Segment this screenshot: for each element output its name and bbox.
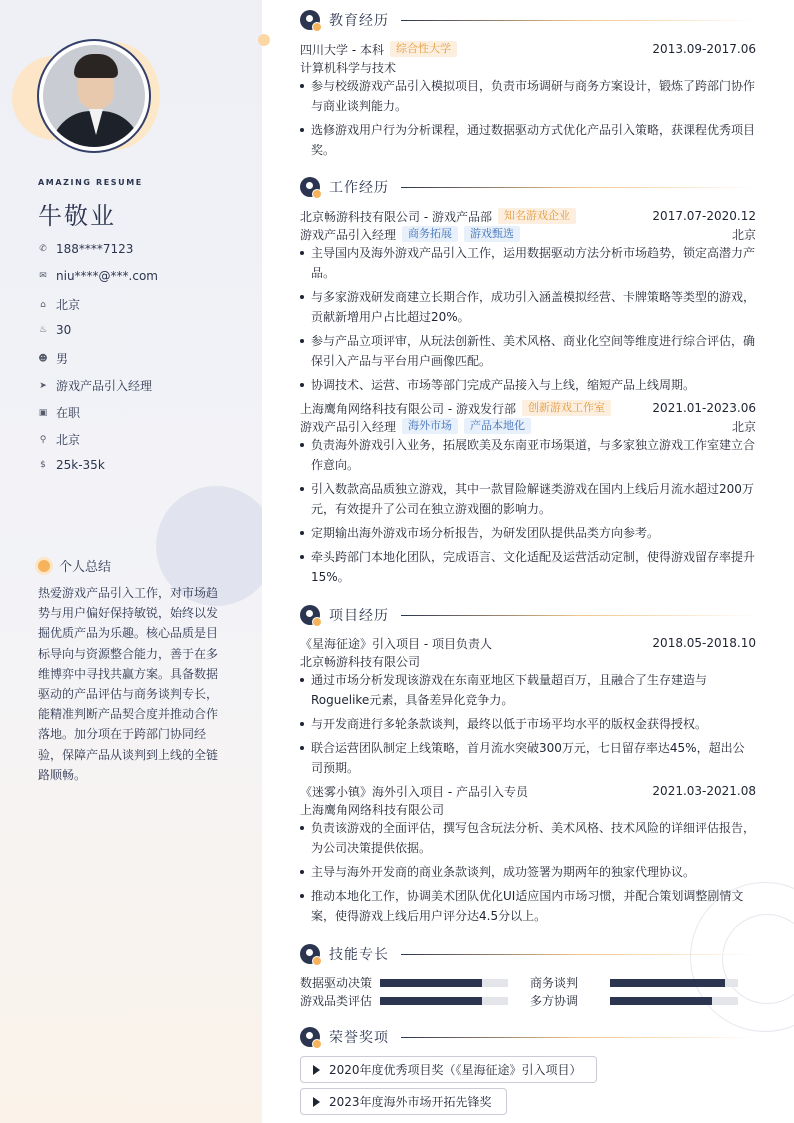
skill-bar bbox=[610, 997, 738, 1005]
skill-name: 数据驱动决策 bbox=[300, 976, 373, 990]
info-value: 在职 bbox=[56, 406, 81, 420]
avatar-photo bbox=[43, 45, 145, 147]
award-item bbox=[300, 1088, 507, 1115]
entry-right: 2021.03-2021.08 bbox=[652, 784, 756, 798]
info-value: 游戏产品引入经理 bbox=[56, 379, 153, 393]
major-row bbox=[300, 58, 756, 76]
section-divider bbox=[401, 20, 756, 21]
award-item bbox=[300, 1056, 597, 1083]
education-row bbox=[300, 40, 756, 58]
tag-badge: 知名游戏企业 bbox=[498, 208, 576, 224]
bullet-item: 引入数款高品质独立游戏，其中一款冒险解谜类游戏在国内上线后月流水超过200万元，有效提升了公司在独立游戏圈的影响力。 bbox=[300, 479, 756, 519]
project-title: 《迷雾小镇》海外引入项目 - 产品引入专员 bbox=[300, 784, 528, 799]
section-header bbox=[300, 605, 756, 625]
info-row bbox=[38, 242, 133, 256]
entry-left bbox=[300, 41, 457, 58]
bullet-item: 与多家游戏研发商建立长期合作，成功引入涵盖模拟经营、卡牌策略等类型的游戏，贡献新增用户占比超过20%。 bbox=[300, 287, 756, 327]
info-row bbox=[38, 404, 80, 421]
entry-right: 2017.07-2020.12 bbox=[652, 209, 756, 223]
section-icon bbox=[300, 177, 320, 197]
info-value: niu****@***.com bbox=[56, 269, 158, 283]
entry-left bbox=[300, 635, 492, 652]
section-title: 教育经历 bbox=[329, 13, 389, 29]
skill-bar bbox=[380, 979, 508, 987]
job-role: 游戏产品引入经理 bbox=[300, 227, 397, 242]
project-company: 北京畅游科技有限公司 bbox=[300, 654, 421, 669]
entry-left bbox=[300, 400, 611, 417]
project-title: 《星海征途》引入项目 - 项目负责人 bbox=[300, 636, 492, 651]
candidate-name: 牛敬业 bbox=[38, 202, 116, 230]
info-row bbox=[38, 458, 105, 472]
entry-right: 2013.09-2017.06 bbox=[652, 42, 756, 56]
bullet-item: 定期输出海外游戏市场分析报告，为研发团队提供品类方向参考。 bbox=[300, 523, 756, 543]
entry-left bbox=[300, 226, 520, 243]
dot-icon bbox=[38, 560, 50, 572]
info-value: 北京 bbox=[56, 433, 81, 447]
decor-dot bbox=[258, 34, 270, 46]
section-divider bbox=[401, 954, 756, 955]
job-role: 游戏产品引入经理 bbox=[300, 419, 397, 434]
skill-item bbox=[530, 974, 738, 991]
info-row bbox=[38, 323, 71, 337]
section-header bbox=[300, 1027, 756, 1047]
info-value: 188****7123 bbox=[56, 242, 134, 256]
major-name: 计算机科学与技术 bbox=[300, 60, 397, 75]
info-row bbox=[38, 431, 80, 448]
section-icon bbox=[300, 944, 320, 964]
section-title: 技能专长 bbox=[329, 947, 389, 963]
project-row bbox=[300, 634, 756, 652]
info-row bbox=[38, 269, 158, 283]
section-icon bbox=[300, 10, 320, 30]
entry-left bbox=[300, 801, 444, 818]
briefcase-icon: ▣ bbox=[38, 407, 48, 418]
bullet-item: 与开发商进行多轮条款谈判，最终以低于市场平均水平的版权金获得授权。 bbox=[300, 714, 756, 734]
info-value: 25k-35k bbox=[56, 458, 105, 472]
role-row bbox=[300, 417, 756, 435]
project-company: 上海鹰角网络科技有限公司 bbox=[300, 802, 445, 817]
info-value: 男 bbox=[56, 352, 69, 366]
skill-bar-fill bbox=[610, 979, 725, 987]
info-row bbox=[38, 296, 80, 313]
work-row bbox=[300, 399, 756, 417]
skill-name: 游戏品类评估 bbox=[300, 994, 373, 1008]
entry-left bbox=[300, 208, 576, 225]
info-row bbox=[38, 350, 68, 367]
bullet-item: 选修游戏用户行为分析课程，通过数据驱动方式优化产品引入策略，获课程优秀项目奖。 bbox=[300, 120, 756, 160]
skill-bar bbox=[380, 997, 508, 1005]
bullet-item: 主导国内及海外游戏产品引入工作，运用数据驱动方法分析市场趋势，锁定高潜力产品。 bbox=[300, 243, 756, 283]
section-divider bbox=[401, 1037, 756, 1038]
cake-icon: ♨ bbox=[38, 325, 48, 335]
work-row bbox=[300, 207, 756, 225]
section-title: 工作经历 bbox=[329, 180, 389, 196]
bullet-item: 参与校级游戏产品引入模拟项目，负责市场调研与商务方案设计，锻炼了跨部门协作与商业谈判能力。 bbox=[300, 76, 756, 116]
project-row bbox=[300, 782, 756, 800]
salary-icon: $ bbox=[40, 460, 46, 470]
entry-left bbox=[300, 418, 531, 435]
award-label: 2023年度海外市场开拓先锋奖 bbox=[329, 1095, 492, 1109]
bullet-item: 负责海外游戏引入业务，拓展欧美及东南亚市场渠道，与多家独立游戏工作室建立合作意向。 bbox=[300, 435, 756, 475]
school-name: 四川大学 - 本科 bbox=[300, 42, 384, 57]
skill-name: 商务谈判 bbox=[530, 976, 579, 990]
avatar bbox=[37, 39, 151, 153]
sidebar bbox=[0, 0, 262, 1123]
section-divider bbox=[401, 615, 756, 616]
project-company-row bbox=[300, 652, 756, 670]
company-name: 北京畅游科技有限公司 - 游戏产品部 bbox=[300, 209, 492, 224]
entry-left bbox=[300, 653, 420, 670]
section-divider bbox=[401, 187, 756, 188]
entry-left bbox=[300, 783, 528, 800]
bullet-item: 牵头跨部门本地化团队，完成语言、文化适配及运营活动定制，使得游戏留存率提升15%。 bbox=[300, 547, 756, 587]
tag-badge: 商务拓展 bbox=[402, 226, 458, 242]
section-title: 荣誉奖项 bbox=[329, 1030, 389, 1046]
skill-name: 多方协调 bbox=[530, 994, 579, 1008]
info-value: 30 bbox=[56, 323, 72, 337]
skill-item bbox=[300, 974, 508, 991]
summary-title: 个人总结 bbox=[59, 560, 112, 575]
play-icon bbox=[313, 1097, 320, 1107]
send-icon: ➤ bbox=[39, 380, 47, 391]
entry-right: 2021.01-2023.06 bbox=[652, 401, 756, 415]
skill-item bbox=[530, 992, 738, 1009]
skill-bar-fill bbox=[610, 997, 712, 1005]
tag-badge: 创新游戏工作室 bbox=[522, 400, 611, 416]
home-icon: ⌂ bbox=[40, 299, 46, 310]
location-icon: ⚲ bbox=[39, 434, 47, 445]
mail-icon: ✉ bbox=[39, 271, 47, 281]
skill-item bbox=[300, 992, 508, 1009]
bullet-item: 联合运营团队制定上线策略，首月流水突破300万元，七日留存率达45%，超出公司预期。 bbox=[300, 738, 756, 778]
entry-right: 2018.05-2018.10 bbox=[652, 636, 756, 650]
entry-left bbox=[300, 59, 396, 76]
skill-bar-fill bbox=[380, 997, 482, 1005]
info-row bbox=[38, 377, 152, 394]
section-header bbox=[300, 177, 756, 197]
section-icon bbox=[300, 1027, 320, 1047]
phone-icon: ✆ bbox=[39, 244, 47, 254]
gender-icon: ☻ bbox=[38, 353, 48, 364]
section-header bbox=[300, 10, 756, 30]
info-value: 北京 bbox=[56, 298, 81, 312]
play-icon bbox=[313, 1065, 320, 1075]
summary-heading bbox=[38, 556, 111, 575]
entry-right: 北京 bbox=[731, 227, 756, 242]
role-row bbox=[300, 225, 756, 243]
company-name: 上海鹰角网络科技有限公司 - 游戏发行部 bbox=[300, 401, 516, 416]
tag-badge: 综合性大学 bbox=[390, 41, 457, 57]
bullet-item: 协调技术、运营、市场等部门完成产品接入与上线，缩短产品上线周期。 bbox=[300, 375, 756, 395]
bullet-item: 主导与海外开发商的商业条款谈判，成功签署为期两年的独家代理协议。 bbox=[300, 862, 756, 882]
resume-tagline: AMAZING RESUME bbox=[38, 178, 143, 187]
bullet-item: 负责该游戏的全面评估，撰写包含玩法分析、美术风格、技术风险的详细评估报告，为公司决策提供依据。 bbox=[300, 818, 756, 858]
bullet-item: 参与产品立项评审，从玩法创新性、美术风格、商业化空间等维度进行综合评估，确保引入产品与平台用户画像匹配。 bbox=[300, 331, 756, 371]
bullet-item: 推动本地化工作，协调美术团队优化UI适应国内市场习惯，并配合策划调整剧情文案，使得游戏上线后用户评分达4.5分以上。 bbox=[300, 886, 756, 926]
section-header bbox=[300, 944, 756, 964]
skill-bar-fill bbox=[380, 979, 482, 987]
tag-badge: 产品本地化 bbox=[464, 418, 531, 434]
entry-right: 北京 bbox=[731, 419, 756, 434]
tag-badge: 海外市场 bbox=[402, 418, 458, 434]
award-label: 2020年度优秀项目奖（《星海征途》引入项目） bbox=[329, 1063, 582, 1077]
summary-text: 热爱游戏产品引入工作，对市场趋势与用户偏好保持敏锐，始终以发掘优质产品为乐趣。核心品质是目标导向与资源整合能力，善于在多维博弈中寻找共赢方案。具备数据驱动的产品评估与商务谈判专长，能精准判断产品契合度并推动合作落地。加分项在于跨部门协同经验，保障产品从谈判到上线的全链路顺畅。 bbox=[38, 586, 219, 782]
skill-bar bbox=[610, 979, 738, 987]
project-company-row bbox=[300, 800, 756, 818]
section-title: 项目经历 bbox=[329, 608, 389, 624]
bullet-item: 通过市场分析发现该游戏在东南亚地区下载量超百万，且融合了生存建造与Roguelike元素，具备差异化竞争力。 bbox=[300, 670, 756, 710]
section-icon bbox=[300, 605, 320, 625]
tag-badge: 游戏甄选 bbox=[464, 226, 520, 242]
